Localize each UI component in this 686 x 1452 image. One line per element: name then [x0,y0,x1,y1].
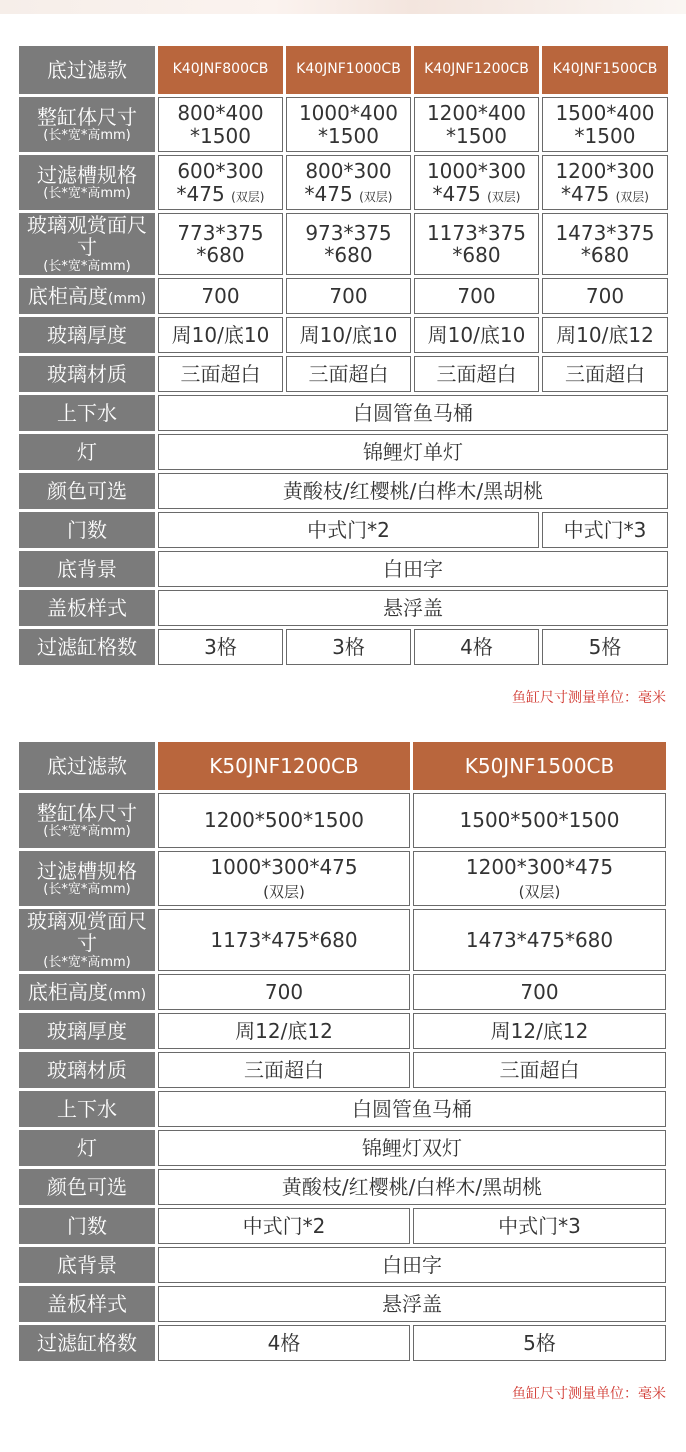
table-cell: 三面超白 [158,356,283,392]
cell-line: 1500*400 [555,101,655,126]
table-cell-merged: 白田字 [158,551,668,587]
cell-line: *680 [580,243,630,268]
spec-table-k50 [16,739,669,1364]
table-row [19,851,666,906]
cell-line: 1000*400 [298,101,399,126]
table-cell: 三面超白 [414,356,539,392]
table-cell: 中式门*3 [542,512,668,548]
table-cell: 700 [158,278,283,314]
table-cell: 700 [286,278,411,314]
model-header: K40JNF800CB [158,46,283,94]
table-cell: 中式门*2 [158,1208,410,1244]
cell-line: 1200*400 [426,101,527,126]
table-row [19,974,666,1010]
row-label-unit: (mm) [107,986,147,1003]
row-label-light: 灯 [19,1130,155,1166]
row-label-main: 玻璃观赏面尺寸 [27,909,147,956]
unit-note: 鱼缸尺寸测量单位：毫米 [512,690,666,706]
table-cell [286,97,411,152]
row-label-doors: 门数 [19,1208,155,1244]
table-cell [414,97,539,152]
cell-note: (双层) [487,189,521,204]
table-row [19,473,668,509]
cell-line: 600*300 [177,159,264,184]
spec-table-k40 [16,43,671,668]
row-label-cabinet-height [19,974,155,1010]
row-label-sub: (长*宽*高mm) [43,954,131,970]
model-header: K50JNF1200CB [158,742,410,790]
table-row [19,1208,666,1244]
model-header: K50JNF1500CB [413,742,666,790]
row-label-main: 底柜高度 [27,979,108,1004]
table-cell [414,213,539,275]
row-label-filter [19,155,155,210]
table-cell: 1173*475*680 [158,909,410,971]
row-label-sub: (长*宽*高mm) [43,823,131,839]
table-cell-merged: 中式门*2 [158,512,539,548]
table-row [19,793,666,848]
row-label-filter-cells: 过滤缸格数 [19,1325,155,1361]
row-label-light: 灯 [19,434,155,470]
table-cell: 三面超白 [413,1052,666,1088]
cell-line: 1200*300*475 [465,855,614,880]
cell-line: *1500 [446,123,507,148]
row-label-main: 整缸体尺寸 [37,104,137,129]
table-cell [286,213,411,275]
table-row [19,1013,666,1049]
table-cell [158,155,283,210]
table-cell [158,97,283,152]
row-label-size [19,97,155,152]
table-cell-merged: 悬浮盖 [158,590,668,626]
row-label-size [19,793,155,848]
row-label-filter [19,851,155,906]
table-cell: 1473*475*680 [413,909,666,971]
table-cell: 3格 [286,629,411,665]
table-cell: 周10/底12 [542,317,668,353]
row-label-cover: 盖板样式 [19,590,155,626]
cell-line: 973*375 [305,220,392,245]
cell-line: 1173*375 [426,220,527,245]
table-cell-merged: 白田字 [158,1247,666,1283]
unit-note: 鱼缸尺寸测量单位：毫米 [512,1386,666,1402]
table-cell [542,155,668,210]
table-cell: 周12/底12 [413,1013,666,1049]
cell-line: *1500 [190,123,251,148]
table-cell-merged: 锦鲤灯单灯 [158,434,668,470]
cell-line: 1200*300 [555,159,655,184]
cell-line: *1500 [574,123,636,148]
table-cell [414,155,539,210]
row-label-cover: 盖板样式 [19,1286,155,1322]
table-cell: 5格 [413,1325,666,1361]
row-label-doors: 门数 [19,512,155,548]
table-cell-merged: 白圆管鱼马桶 [158,1091,666,1127]
table-row [19,1286,666,1322]
cell-line: *680 [196,243,245,268]
row-label-glass-view [19,909,155,971]
cell-note: (双层) [615,189,649,204]
table-row [19,590,668,626]
row-label-colors: 颜色可选 [19,1169,155,1205]
table-row [19,1247,666,1283]
table-row [19,213,668,275]
row-label-model: 底过滤款 [19,742,155,790]
table-row [19,1325,666,1361]
table-row [19,629,668,665]
table-cell [542,213,668,275]
cell-line: 1000*300*475 [210,855,358,880]
cell-line: 1000*300 [426,159,527,184]
row-label-sub: (长*宽*高mm) [43,881,131,897]
table-cell [158,851,410,906]
table-cell: 4格 [414,629,539,665]
cell-note: (双层) [359,189,393,204]
row-label-colors: 颜色可选 [19,473,155,509]
row-label-sub: (长*宽*高mm) [43,258,131,274]
table-cell: 700 [414,278,539,314]
row-label-main: 整缸体尺寸 [37,800,137,825]
table-cell: 周12/底12 [158,1013,410,1049]
table-cell: 三面超白 [158,1052,410,1088]
top-banner-strip [0,0,686,14]
table-cell: 周10/底10 [158,317,283,353]
table-row [19,551,668,587]
table-row [19,356,668,392]
table-row [19,97,668,152]
table-cell: 5格 [542,629,668,665]
table-row [19,317,668,353]
row-label-main: 玻璃观赏面尺寸 [27,213,147,260]
model-header: K40JNF1500CB [542,46,668,94]
table-cell [286,155,411,210]
table-cell-merged: 悬浮盖 [158,1286,666,1322]
row-label-background: 底背景 [19,1247,155,1283]
table-row [19,278,668,314]
cell-line: *1500 [318,123,379,148]
model-header: K40JNF1200CB [414,46,539,94]
cell-line: 773*375 [177,220,264,245]
table-cell: 周10/底10 [286,317,411,353]
table-cell: 周10/底10 [414,317,539,353]
row-label-main: 底柜高度 [27,283,108,308]
table-cell [542,97,668,152]
table-row [19,46,668,94]
table-cell-merged: 锦鲤灯双灯 [158,1130,666,1166]
row-label-glass-material: 玻璃材质 [19,1052,155,1088]
table-row [19,1130,666,1166]
cell-line: 1473*375 [555,220,655,245]
row-label-glass-thickness: 玻璃厚度 [19,1013,155,1049]
row-label-glass-view [19,213,155,275]
table-row [19,434,668,470]
table-cell-merged: 黄酸枝/红樱桃/白桦木/黑胡桃 [158,1169,666,1205]
table-cell: 三面超白 [542,356,668,392]
table-row [19,742,666,790]
cell-line: *680 [452,243,501,268]
cell-note: (双层) [263,882,305,901]
row-label-model: 底过滤款 [19,46,155,94]
cell-line: *475 [304,181,353,206]
table-cell [158,213,283,275]
table-row [19,1052,666,1088]
model-header: K40JNF1000CB [286,46,411,94]
row-label-sub: (长*宽*高mm) [43,127,131,143]
cell-line: 800*300 [305,159,392,184]
row-label-water: 上下水 [19,395,155,431]
table-cell: 三面超白 [286,356,411,392]
table-cell: 700 [158,974,410,1010]
table-cell-merged: 白圆管鱼马桶 [158,395,668,431]
row-label-cabinet-height [19,278,155,314]
table-row [19,155,668,210]
table-row [19,395,668,431]
table-cell-merged: 黄酸枝/红樱桃/白桦木/黑胡桃 [158,473,668,509]
cell-line: *475 [176,181,225,206]
table-row [19,1169,666,1205]
table-cell: 中式门*3 [413,1208,666,1244]
row-label-main: 过滤槽规格 [37,162,137,187]
row-label-unit: (mm) [107,290,147,307]
table-row [19,909,666,971]
table-row [19,1091,666,1127]
table-cell: 700 [542,278,668,314]
table-row [19,512,668,548]
cell-note: (双层) [518,882,561,901]
cell-line: *475 [561,181,610,206]
table-cell: 1200*500*1500 [158,793,410,848]
row-label-background: 底背景 [19,551,155,587]
table-cell [413,851,666,906]
row-label-water: 上下水 [19,1091,155,1127]
cell-line: *475 [432,181,481,206]
table-cell: 1500*500*1500 [413,793,666,848]
cell-note: (双层) [231,189,265,204]
row-label-filter-cells: 过滤缸格数 [19,629,155,665]
table-cell: 4格 [158,1325,410,1361]
row-label-glass-material: 玻璃材质 [19,356,155,392]
table-cell: 3格 [158,629,283,665]
cell-line: *680 [324,243,373,268]
cell-line: 800*400 [177,101,264,126]
table-cell: 700 [413,974,666,1010]
row-label-glass-thickness: 玻璃厚度 [19,317,155,353]
row-label-sub: (长*宽*高mm) [43,185,131,201]
row-label-main: 过滤槽规格 [37,858,137,883]
